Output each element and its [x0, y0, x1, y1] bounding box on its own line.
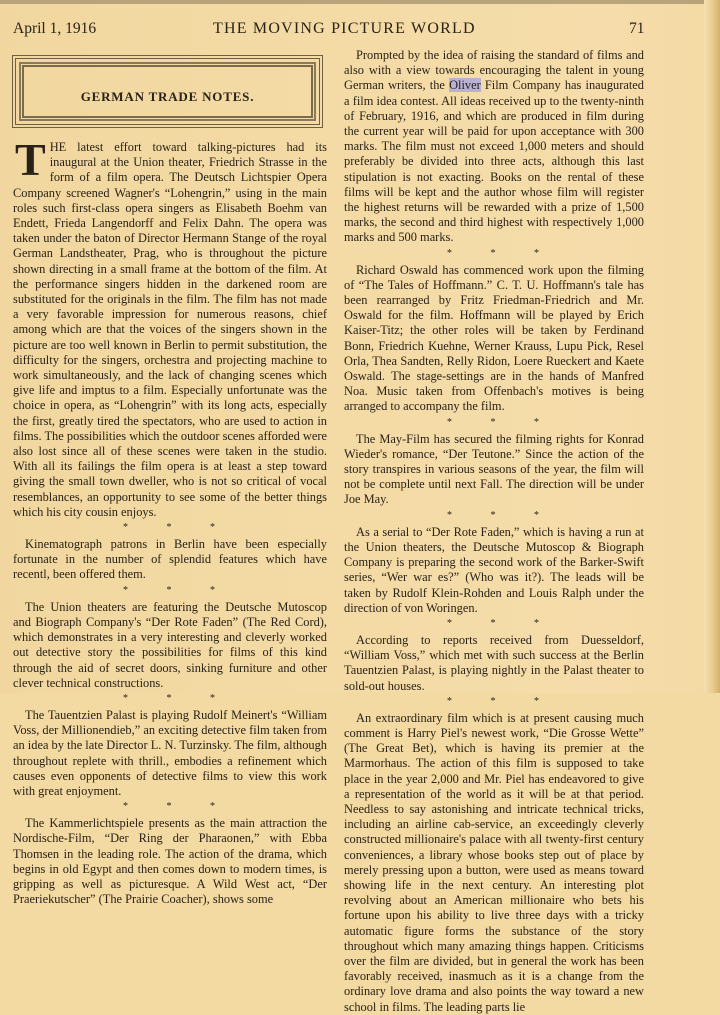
highlighted-text-selection[interactable]: Oliver	[449, 78, 481, 93]
drop-cap: T	[15, 134, 46, 185]
paragraph-text: HE latest effort toward talking-pictures had its inaugural at the Union theater, Friedrich Strasse in the form of a film opera. The Deutsch Lichtspier Opera Company screened Wagner's “Lohengrin,” using in the main roles such first-class opera singers as Elisabeth Boehm van Endett, Frieda Langendorff and Felix Dahn. The opera was taken under the baton of Director Hermann Stange of the royal German Landstheater, Prag, who is throughout the picture shown directing in a small frame at the bottom of the film. At the performance singers hidden in the darkened room are substituted for the originals in the film. The film has not made a very favorable impression for numerous reasons, chief among which are that the voices of the singers shown in the picture are too well known in Berlin to permit substitution, the difficulty for the singers, orchestra and projecting machine to work simultaneously, and the lack of changing scenes which give life and imptus to a film. Especially unfortunate was the choice in opera, as “Lohengrin” with its long acts, especially the first, greatly tired the spectators, who are used to action in films. The possibilities which the outdoor scenes afforded were also lost since all of these scenes were taken in the studio. With all its failings the film opera is at least a step toward giving the small town dweller, who is not so critical of vocal resemblances, an opportunity to see some of the better things which his city cousin enjoys.	[13, 140, 327, 519]
article-paragraph: The Kammerlichtspiele presents as the main attraction the Nordische-Film, “Der Ring der Pharaonen,” with Ebba Thomsen in the leading role. The action of the drama, which begins in old Egypt and then comes down to modern times, is gripping as well as picturesque. A Wild West act, “Der Praeriekutscher” (The Prairie Coacher), shows some	[13, 816, 327, 907]
publication-title: THE MOVING PICTURE WORLD	[213, 20, 476, 37]
section-title-box	[12, 55, 323, 128]
separator-stars: * * *	[447, 617, 557, 629]
scan-top-edge	[0, 0, 720, 4]
running-header	[13, 20, 645, 40]
article-paragraph: The May-Film has secured the filming rights for Konrad Wieder's romance, “Der Teutone.” Since the action of the story transpires in various seasons of the year, the film will not be complete until next Fall. The direction will be under Joe May.	[344, 431, 644, 507]
article-paragraph: According to reports received from Duesseldorf, “William Voss,” which met with such success at the Berlin Tauentzien Palast, is playing nightly in the Palast theater to sold-out houses.	[344, 632, 644, 693]
separator-stars: * * *	[447, 247, 557, 259]
separator-stars: * * *	[447, 509, 557, 521]
article-paragraph: Richard Oswald has commenced work upon the filming of “The Tales of Hoffmann.” C. T. U. Hoffmann's tale has been rearranged by Fritz Friedman-Friedrich and Mr. Oswald for the film. Hoffmann will be played by Erich Kaiser-Titz; the other roles will be taken by Ferdinand Bonn, Friedrich Kuehne, Werner Krauss, Lupu Pick, Resel Orla, Thea Sandten, Relly Ridon, Loere Rueckert and Kaete Oswald. The stage-settings are in the hands of Manfred Noa. Music taken from Offenbach's motives is being arranged to accompany the film.	[344, 262, 644, 414]
article-paragraph	[344, 48, 644, 246]
paragraph-text: Prompted by the idea of raising the standard of films and also with a view towards encouraging the talent in young German writers, the	[344, 48, 644, 93]
article-paragraph: As a serial to “Der Rote Faden,” which is having a run at the Union theaters, the Deutsche Mutoscop & Biograph Company is preparing the second work of the Barker-Swift series, “Wer war es?” (Who was it?). The leads will be taken by Rudolf Klein-Rohden and Louis Ralph under the direction of von Woringen.	[344, 524, 644, 615]
article-paragraph	[13, 134, 327, 520]
separator-stars: * * *	[123, 801, 233, 813]
article-paragraph: The Tauentzien Palast is playing Rudolf Meinert's “William Voss, der Millionendieb,” an exciting detective film taken from an idea by the late Director L. N. Turzinsky. The film, although throughout replete with thrill., embodies a refinement which causes even opponents of detective films to view this work with great enjoyment.	[13, 707, 327, 798]
issue-date: April 1, 1916	[13, 20, 97, 37]
separator-stars: * * *	[123, 522, 233, 534]
article-paragraph: Kinematograph patrons in Berlin have been especially fortunate in the number of splendid features which have recentl, been offered them.	[13, 537, 327, 582]
separator-stars: * * *	[447, 416, 557, 428]
separator-stars: * * *	[123, 692, 233, 704]
right-column	[344, 48, 644, 1015]
separator-stars: * * *	[123, 584, 233, 596]
page-right-edge	[704, 0, 720, 693]
left-column	[13, 134, 327, 907]
separator-stars: * * *	[447, 695, 557, 707]
paragraph-text: Film Company has inaugurated a film idea contest. All ideas received up to the twenty-ninth of February, 1916, and which are produced in film during the current year will be paid for upon acceptance with 300 marks. The film must not exceed 1,000 meters and should preferably be divided into three acts, although this last stipulation is not exacting. Books on the rental of these films will be kept and the author whose film will register the highest returns will be rewarded with a prize of 1,500 marks, the second and third highest with respectively 1,000 marks and 500 marks.	[344, 78, 644, 245]
section-title: GERMAN TRADE NOTES.	[80, 89, 255, 104]
article-paragraph: The Union theaters are featuring the Deutsche Mutoscop and Biograph Company's “Der Rote Faden” (The Red Cord), which demonstrates in a very interesting and cleverly worked out detective story the possibilities for films of this kind through the aid of secret doors, sinking furniture and other clever technical constructions.	[13, 599, 327, 690]
page-number: 71	[629, 20, 645, 37]
article-paragraph: An extraordinary film which is at present causing much comment is Harry Piel's newest work, “Die Grosse Wette” (The Great Bet), which is having its premier at the Marmorhaus. The action of this film is supposed to take place in the year 2,000 and Mr. Piel has endeavored to give a representation of the world as it will be at that period. Needless to say astonishing and intricate technical tricks, including an airline cab-service, an exceedingly cleverly constructed millionaire's palace with all twenty-first century conveniences, a library whose books step out of place by merely pressing upon a button, were used as means toward showing life in the next century. An interesting plot revolving about an American millionaire who bets his fortune upon his ability to live three days with a tricky automatic figure forms the substance of the story throughout which many amazing things happen. Criticisms over the film are divided, but in general the work has been favorably received, inasmuch as it is a change from the ordinary love drama and also points the way toward a new school in films. The leading parts lie	[344, 710, 644, 1014]
